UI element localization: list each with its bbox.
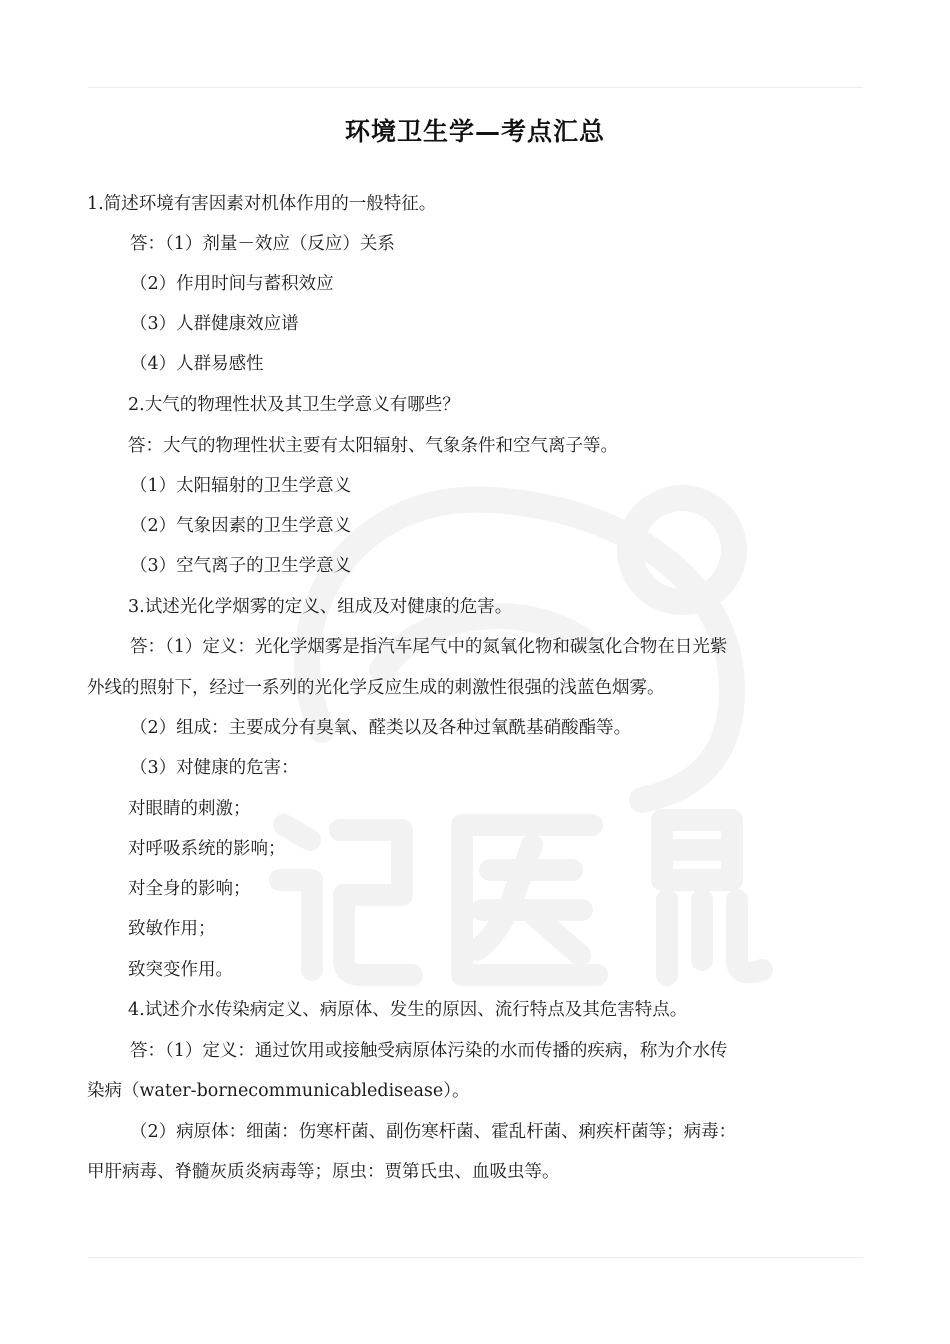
answer-4-pathogens: （2）病原体：细菌：伤寒杆菌、副伤寒杆菌、霍乱杆菌、痢疾杆菌等；病毒： (130, 1122, 737, 1142)
answer-1-item-3: （3）人群健康效应谱 (130, 314, 299, 334)
hazard-eyes: 对眼睛的刺激； (128, 799, 251, 819)
answer-3-definition: 答：（1）定义：光化学烟雾是指汽车尾气中的氮氧化物和碳氢化合物在日光紫 (130, 637, 728, 657)
answer-3-composition: （2）组成：主要成分有臭氧、醛类以及各种过氧酰基硝酸酯等。 (130, 718, 632, 738)
hazard-systemic: 对全身的影响； (128, 879, 251, 899)
hazard-respiratory: 对呼吸系统的影响； (128, 839, 286, 859)
question-1: 1.简述环境有害因素对机体作用的一般特征。 (87, 194, 437, 214)
answer-1-item-4: （4）人群易感性 (130, 354, 264, 374)
top-divider (88, 87, 863, 88)
question-4: 4.试述介水传染病定义、病原体、发生的原因、流行特点及其危害特点。 (128, 1000, 688, 1020)
question-2: 2.大气的物理性状及其卫生学意义有哪些？ (128, 395, 460, 415)
page-title: 环境卫生学—考点汇总 (344, 117, 605, 146)
question-3: 3.试述光化学烟雾的定义、组成及对健康的危害。 (128, 597, 513, 617)
answer-1-item-2: （2）作用时间与蓄积效应 (130, 274, 334, 294)
answer-1-item-1: 答：（1）剂量－效应（反应）关系 (130, 234, 395, 254)
answer-3-hazards: （3）对健康的危害： (130, 758, 299, 778)
answer-2-item-1: （1）太阳辐射的卫生学意义 (130, 476, 352, 496)
answer-2-item-2: （2）气象因素的卫生学意义 (130, 516, 352, 536)
answer-4-pathogens-cont: 甲肝病毒、脊髓灰质炎病毒等；原虫：贾第氏虫、血吸虫等。 (87, 1162, 560, 1182)
answer-3-definition-cont: 外线的照射下，经过一系列的光化学反应生成的刺激性很强的浅蓝色烟雾。 (87, 678, 665, 698)
answer-4-definition: 答：（1）定义：通过饮用或接触受病原体污染的水而传播的疾病，称为介水传 (130, 1041, 728, 1061)
answer-4-definition-cont: 染病（water-bornecommunicabledisease）。 (87, 1081, 470, 1101)
hazard-mutagenic: 致突变作用。 (128, 960, 233, 980)
hazard-sensitization: 致敏作用； (128, 919, 216, 939)
answer-2-intro: 答：大气的物理性状主要有太阳辐射、气象条件和空气离子等。 (128, 436, 618, 456)
answer-2-item-3: （3）空气离子的卫生学意义 (130, 556, 352, 576)
bottom-divider (88, 1257, 863, 1258)
